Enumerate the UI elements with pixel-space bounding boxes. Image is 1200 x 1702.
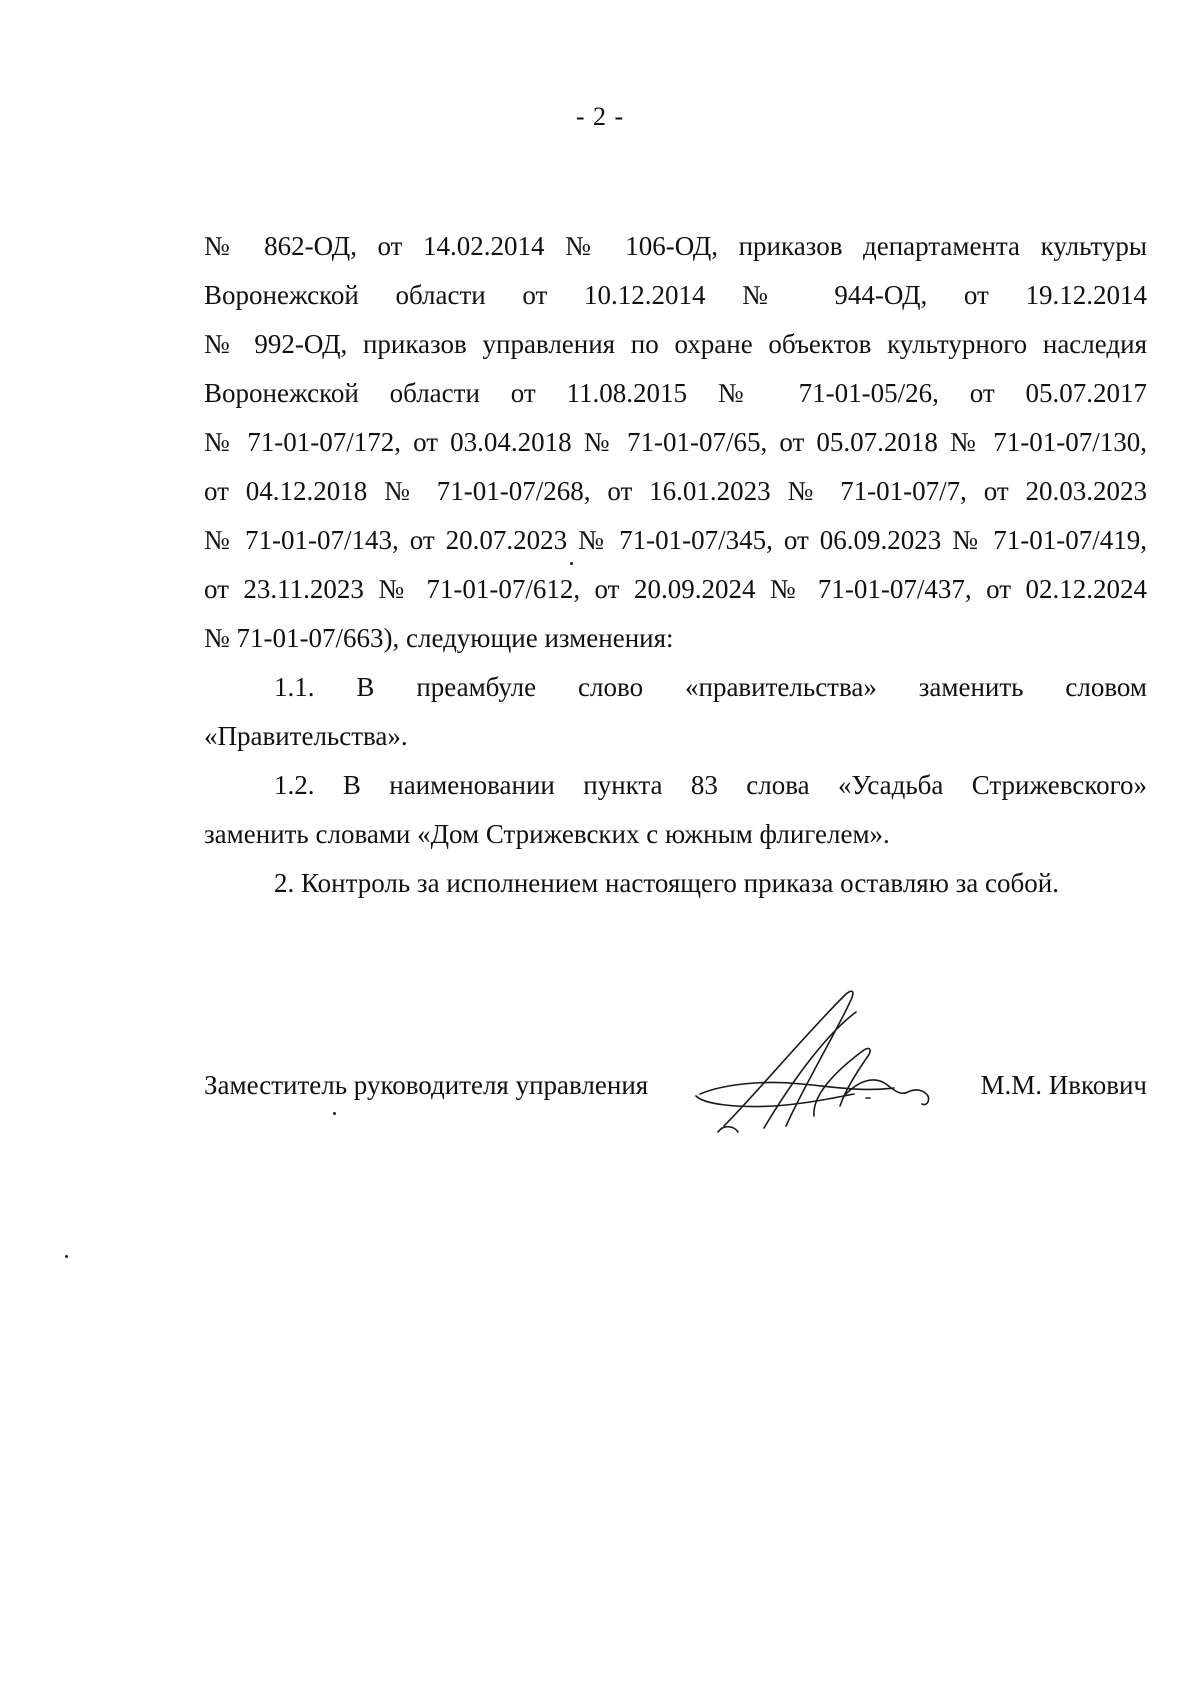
text-line: № 71-01-07/143, от 20.07.2023 № 71-01-07/345, от 06.09.2023 № 71-01-07/419,	[204, 525, 1147, 555]
text-line: Воронежской области от 11.08.2015 № 71-01-05/26, от 05.07.2017	[204, 378, 1147, 408]
text-line: № 992-ОД, приказов управления по охране объектов культурного наследия	[204, 329, 1147, 359]
item-1-1	[204, 663, 1147, 761]
item-1-2	[204, 761, 1147, 859]
text-line: «Правительства».	[204, 721, 408, 751]
item-2	[204, 859, 1147, 908]
text-line: Воронежской области от 10.12.2014 № 944-ОД, от 19.12.2014	[204, 280, 1147, 310]
text-line: 1.1. В преамбуле слово «правительства» заменить словом	[274, 672, 1147, 702]
text-line: № 71-01-07/172, от 03.04.2018 № 71-01-07/65, от 05.07.2018 № 71-01-07/130,	[204, 427, 1147, 457]
text-line: 2. Контроль за исполнением настоящего приказа оставляю за собой.	[274, 868, 1059, 898]
text-line: от 04.12.2018 № 71-01-07/268, от 16.01.2023 № 71-01-07/7, от 20.03.2023	[204, 476, 1147, 506]
scan-speck	[333, 1112, 336, 1115]
text-line: № 862-ОД, от 14.02.2014 № 106-ОД, приказов департамента культуры	[204, 231, 1147, 261]
signature-block	[204, 1050, 1147, 1140]
scan-speck	[570, 562, 573, 565]
text-line: от 23.11.2023 № 71-01-07/612, от 20.09.2024 № 71-01-07/437, от 02.12.2024	[204, 574, 1147, 604]
page-number: - 2 -	[575, 102, 625, 131]
signatory-name: М.М. Ивкович	[980, 1070, 1147, 1100]
handwritten-signature	[694, 976, 954, 1156]
text-line: заменить словами «Дом Стрижевских с южным флигелем».	[204, 819, 890, 849]
signatory-position: Заместитель руководителя управления	[204, 1070, 649, 1100]
paragraph-continuation	[204, 222, 1147, 663]
text-line: № 71-01-07/663), следующие изменения:	[204, 623, 674, 653]
scan-speck	[65, 1255, 68, 1258]
text-line: 1.2. В наименовании пункта 83 слова «Усадьба Стрижевского»	[274, 770, 1147, 800]
